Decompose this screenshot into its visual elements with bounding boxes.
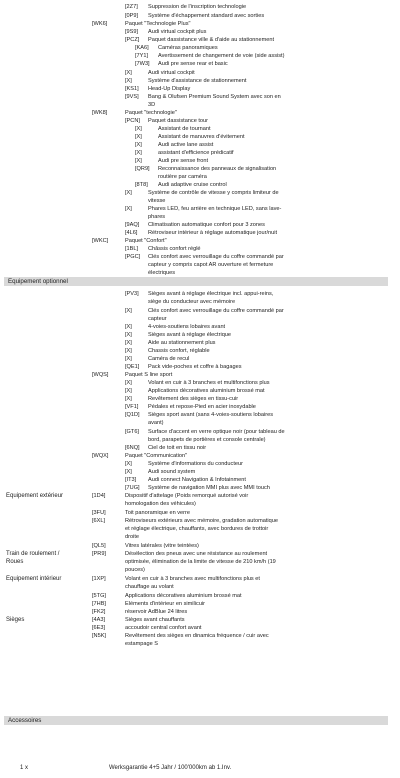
option-code: [KS1]: [125, 86, 139, 92]
option-text: homologation des véhicules): [125, 501, 196, 507]
option-code: [6NQ]: [125, 445, 140, 451]
option-text: Système d'assistance de stationnement: [148, 78, 247, 84]
option-code: [3FU]: [92, 510, 106, 516]
option-code: [X]: [125, 206, 132, 212]
section-header: [4, 716, 388, 725]
option-text: Pédales et repose-Pied en acier inoxydable: [148, 404, 256, 410]
category-label: Sièges: [6, 617, 25, 623]
option-text: Suppression de l'inscription technologie: [148, 4, 247, 10]
option-text: Head-Up Display: [148, 86, 191, 92]
category-label: Equipement extérieur: [6, 493, 64, 499]
package-code: [WQS]: [92, 372, 109, 378]
option-text: Climatisation automatique confort pour 3 zones: [148, 222, 265, 228]
option-text: Sièges avant à réglage électrique: [148, 332, 232, 338]
option-text: Phares LED, feu arrière en technique LED, sans lave-: [148, 206, 282, 212]
option-code: [4A3]: [92, 617, 106, 623]
option-text: Système de navigation MMI plus avec MMI touch: [148, 485, 270, 491]
option-code: [PV3]: [125, 291, 139, 297]
option-text: capteur: [148, 316, 167, 322]
option-code: [7W3]: [135, 61, 150, 67]
option-code: [QR9]: [135, 166, 150, 172]
option-text: Toit panoramique en verre: [125, 510, 190, 516]
option-code: [PGC]: [125, 254, 141, 260]
option-text: Paquet S line sport: [125, 372, 173, 378]
option-code: [X]: [125, 308, 132, 314]
option-text: Système d'échappement standard avec sorties: [148, 13, 265, 19]
option-text: Paquet dassistance ville & d'aide au stationnement: [148, 37, 275, 43]
option-code: [4L6]: [125, 230, 138, 236]
option-text: Sièges avant chauffants: [125, 617, 185, 623]
option-text: Audi virtual cockpit plus: [148, 29, 207, 35]
option-text: Sièges avant à réglage électrique incl. appui-reins,: [148, 291, 274, 297]
option-text: Audi sound system: [148, 469, 196, 475]
option-text: Assistant de manuvres d'évitement: [158, 134, 245, 140]
option-code: [X]: [125, 332, 132, 338]
option-code: [5TG]: [92, 593, 106, 599]
option-code: [X]: [135, 150, 142, 156]
option-code: [X]: [125, 388, 132, 394]
option-text: vitesse: [148, 198, 166, 204]
option-text: Applications décoratives aluminium brossé mat: [125, 593, 242, 599]
option-code: [X]: [125, 78, 132, 84]
accessory-description: Werksgarantie 4+5 Jahr / 100'000km ab 1.Inv.: [109, 765, 232, 771]
option-code: [X]: [125, 356, 132, 362]
option-text: Audi pre sense rear et basic: [158, 61, 228, 67]
category-label: Equipement intérieur: [6, 576, 62, 582]
option-code: [VF1]: [125, 404, 139, 410]
option-text: Audi connect Navigation & Infotainment: [148, 477, 246, 483]
option-code: [X]: [125, 469, 132, 475]
option-text: pouces): [125, 567, 145, 573]
option-code: [9VS]: [125, 94, 139, 100]
option-code: [1XP]: [92, 576, 106, 582]
option-text: avant): [148, 420, 164, 426]
option-text: capteur y compris capot AR ouverture et fermeture: [148, 262, 274, 268]
option-text: Avertissement de changement de voie (side assist): [158, 53, 285, 59]
option-code: [GT6]: [125, 429, 139, 435]
option-text: Sièges sport avant (sans 4-voies-soutiens lobaires: [148, 412, 273, 418]
section-title: Equipement optionnel: [8, 278, 68, 285]
option-code: [0P9]: [125, 13, 139, 19]
option-code: [2Z7]: [125, 4, 138, 10]
option-text: Paquet "Communication": [125, 453, 188, 459]
option-text: Caméra de recul: [148, 356, 190, 362]
option-text: Système de contrôle de vitesse y compris limiteur de: [148, 190, 279, 196]
option-code: [KA6]: [135, 45, 149, 51]
option-text: Surface d'accent en verre optique noir (pour tableau de: [148, 429, 285, 435]
option-code: [X]: [125, 461, 132, 467]
option-text: Volant en cuir à 3 branches avec multifonctions plus et: [125, 576, 260, 582]
option-text: Ciel de toit en tissu noir: [148, 445, 207, 451]
option-text: assistant d'efficience prédicatif: [158, 150, 234, 156]
option-code: [X]: [135, 126, 142, 132]
package-code: [WK8]: [92, 110, 108, 116]
option-text: Vitres latérales (vitre teintées): [125, 543, 199, 549]
option-text: accoudoir central confort avant: [125, 625, 202, 631]
option-text: Système d'informations du conducteur: [148, 461, 243, 467]
category-label: Train de roulement /: [6, 551, 60, 557]
option-text: Désélection des pneus avec une résistance au roulement: [125, 551, 268, 557]
option-code: [7UG]: [125, 485, 140, 491]
option-text: Eléments d'intérieur en similicuir: [125, 601, 206, 607]
option-code: [6E3]: [92, 625, 106, 631]
option-text: Paquet dassistance tour: [148, 118, 209, 124]
option-code: [X]: [125, 324, 132, 330]
option-text: Chassis confort, réglable: [148, 348, 210, 354]
option-code: [X]: [125, 348, 132, 354]
option-text: routière par caméra: [158, 174, 207, 180]
option-text: Audi pre sense front: [158, 158, 209, 164]
section-title: Accessoires: [8, 717, 42, 724]
option-code: [X]: [125, 190, 132, 196]
option-text: optimisée, élimination de la limite de vitesse de 210 km/h (19: [125, 559, 276, 565]
option-code: [FK2]: [92, 609, 106, 615]
option-text: et réglage électrique, chauffants, avec bordures de trottoir: [125, 526, 269, 532]
option-code: [PCN]: [125, 118, 140, 124]
option-text: Paquet "Technologie Plus": [125, 21, 191, 27]
option-code: [7Y1]: [135, 53, 149, 59]
option-text: réservoir AdBlue 24 litres: [125, 609, 188, 615]
option-code: [8T8]: [135, 182, 148, 188]
option-text: Revêtement des sièges en tissu-cuir: [148, 396, 239, 402]
option-code: [1BL]: [125, 246, 139, 252]
option-text: Audi virtual cockpit: [148, 70, 195, 76]
option-text: Clés confort avec verrouillage du coffre commandé par: [148, 254, 284, 260]
option-code: [N5K]: [92, 633, 106, 639]
option-text: phares: [148, 214, 166, 220]
option-text: bord, parapets de portières et console centrale): [148, 437, 266, 443]
option-text: Audi active lane assist: [158, 142, 214, 148]
option-text: Châssis confort réglé: [148, 246, 201, 252]
option-text: Aide au stationnement plus: [148, 340, 216, 346]
option-code: [X]: [125, 340, 132, 346]
option-text: estampage S: [125, 641, 158, 647]
option-code: [Q1D]: [125, 412, 140, 418]
option-text: Rétroviseurs extérieurs avec mémoire, gradation automatique: [125, 518, 278, 524]
option-code: [PCZ]: [125, 37, 140, 43]
option-text: Pack vide-poches et coffre à bagages: [148, 364, 242, 370]
option-text: Volant en cuir à 3 branches et multifonctions plus: [148, 380, 270, 386]
option-text: Dispositif d'attelage (Poids remorqué autorisé voir: [125, 493, 249, 499]
option-text: siège du conducteur avec mémoire: [148, 299, 236, 305]
option-text: Audi adaptive cruise control: [158, 182, 227, 188]
option-text: chauffage au volant: [125, 584, 174, 590]
section-header: [4, 277, 388, 286]
option-text: 3D: [148, 102, 156, 108]
option-code: [9S9]: [125, 29, 139, 35]
option-code: [X]: [135, 142, 142, 148]
option-code: [X]: [135, 158, 142, 164]
option-code: [X]: [125, 380, 132, 386]
option-text: Paquet "Confort": [125, 238, 167, 244]
option-text: Assistant de tournant: [158, 126, 211, 132]
option-code: [9AQ]: [125, 222, 140, 228]
package-code: [WKC]: [92, 238, 109, 244]
option-text: droite: [125, 534, 139, 540]
option-code: [X]: [135, 134, 142, 140]
option-text: 4-voies-soutiens lobaires avant: [148, 324, 226, 330]
option-text: Paquet "technologie": [125, 110, 177, 116]
option-text: Rétroviseur intérieur à réglage automatique jour/nuit: [148, 230, 278, 236]
option-text: électriques: [148, 270, 176, 276]
option-code: [QE1]: [125, 364, 140, 370]
option-code: [PR9]: [92, 551, 106, 557]
option-code: [6XL]: [92, 518, 106, 524]
package-code: [WQX]: [92, 453, 109, 459]
option-text: Revêtement des sièges en dinamica fréquence / cuir avec: [125, 633, 269, 639]
accessory-quantity: 1 x: [20, 765, 29, 771]
option-code: [IT3]: [125, 477, 137, 483]
option-code: [7HB]: [92, 601, 106, 607]
option-code: [1D4]: [92, 493, 106, 499]
option-code: [X]: [125, 396, 132, 402]
option-text: Applications décoratives aluminium brossé mat: [148, 388, 265, 394]
option-text: Clés confort avec verrouillage du coffre commandé par: [148, 308, 284, 314]
option-text: Bang & Olufsen Premium Sound System avec son en: [148, 94, 281, 100]
option-code: [X]: [125, 70, 132, 76]
option-text: Caméras panoramiques: [158, 45, 218, 51]
option-text: Reconnaissance des panneaux de signalisation: [158, 166, 277, 172]
option-code: [QL5]: [92, 543, 106, 549]
package-code: [WK6]: [92, 21, 108, 27]
category-label: Roues: [6, 559, 24, 565]
